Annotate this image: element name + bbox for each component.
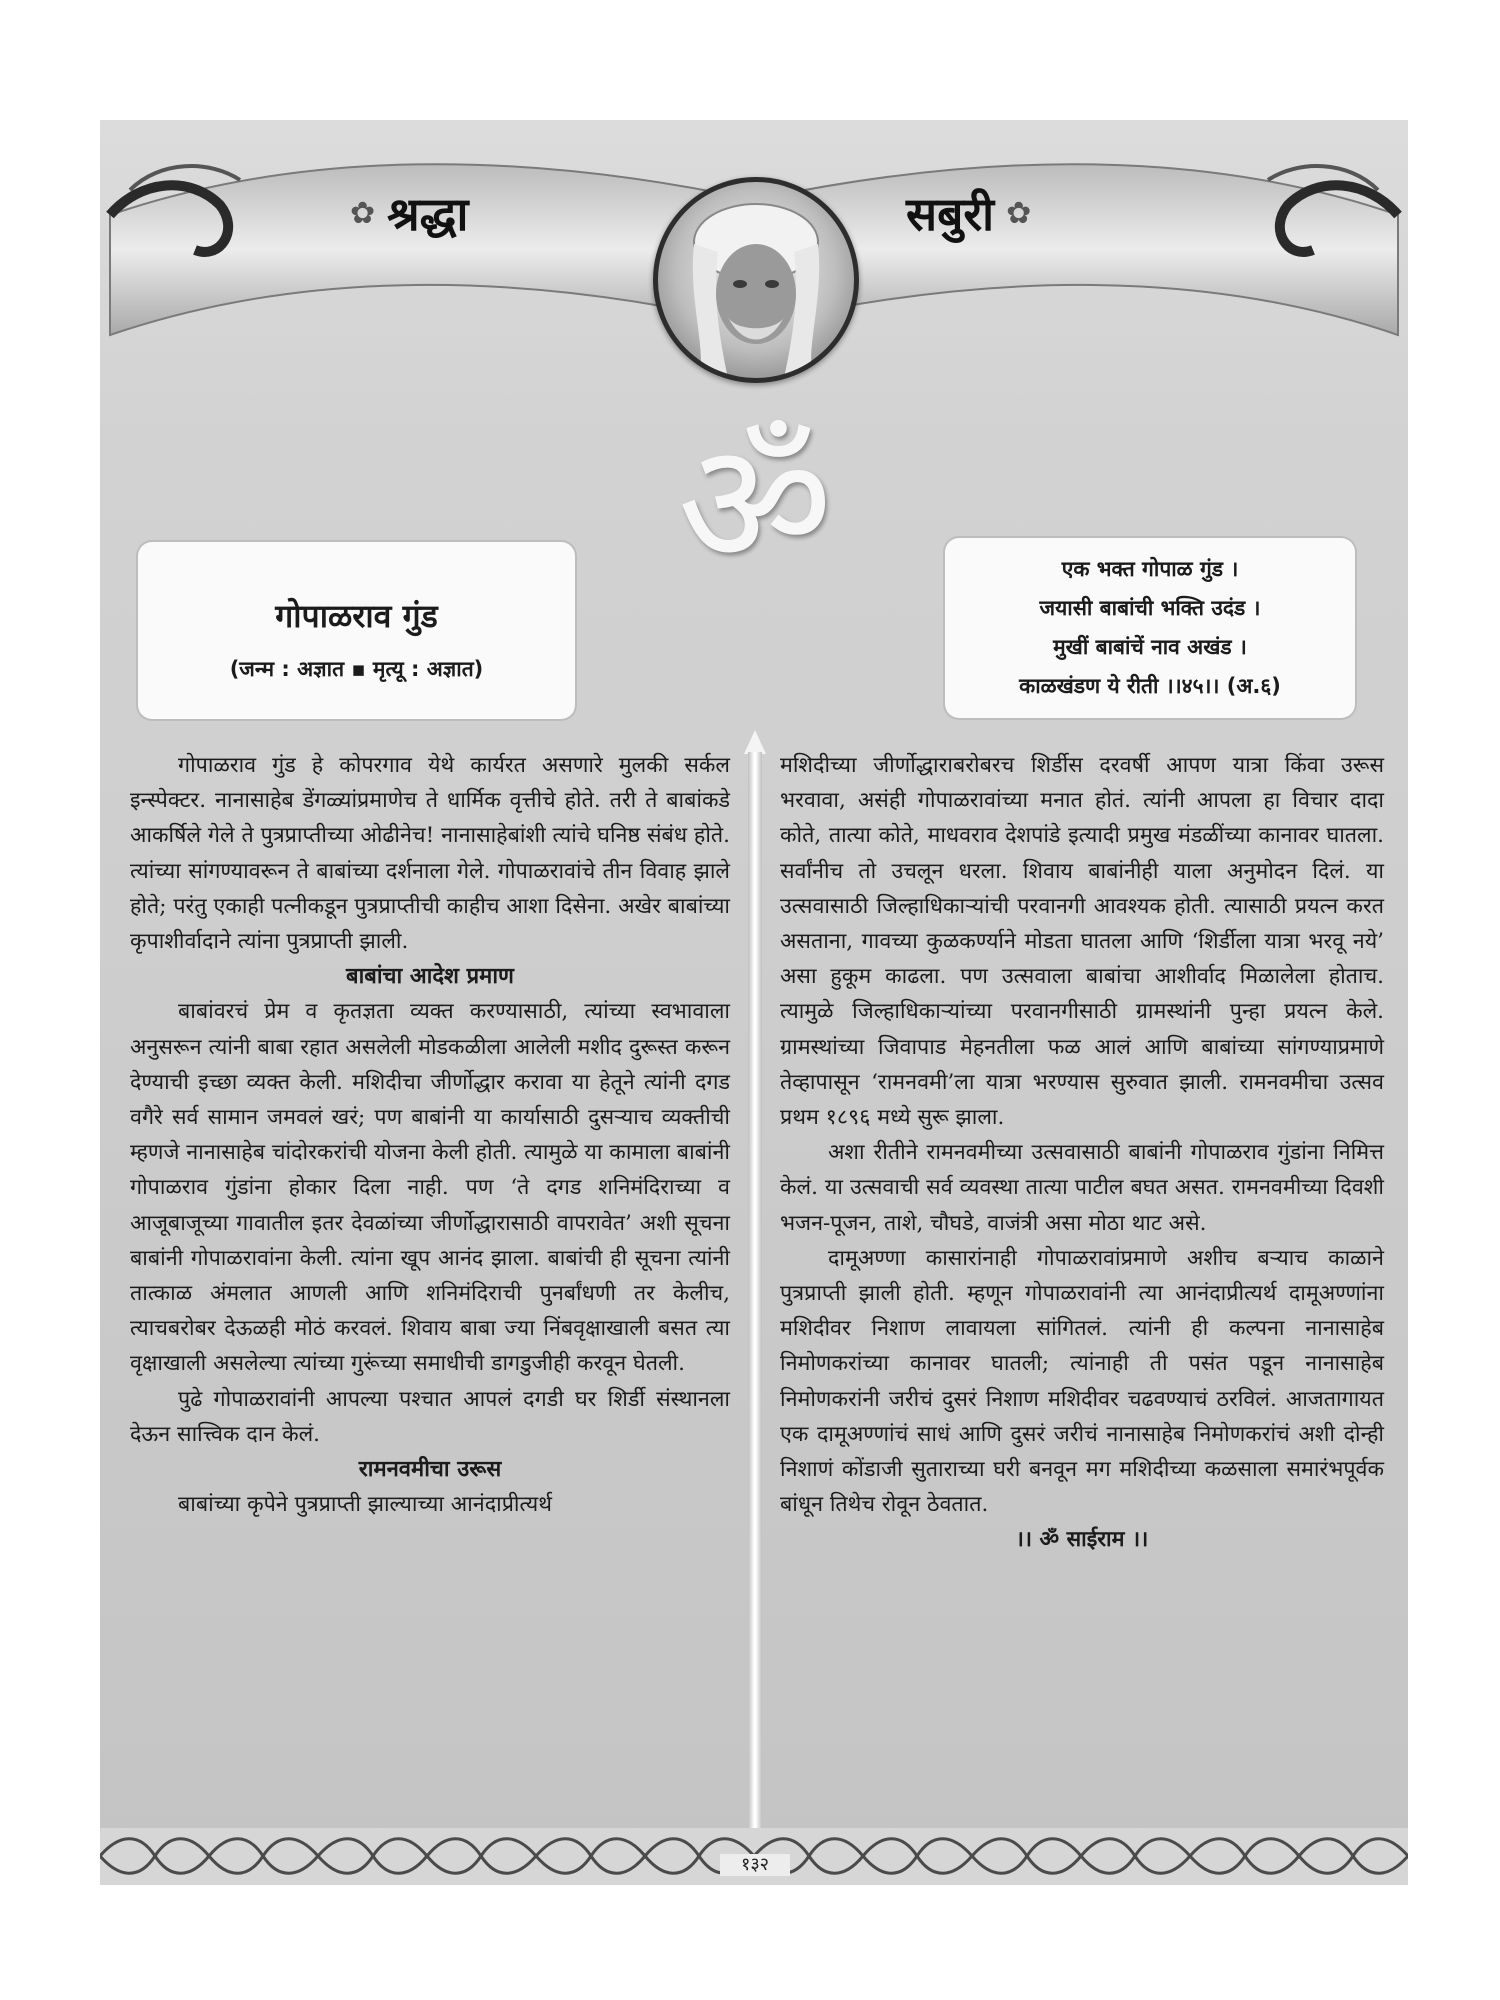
title-box bbox=[138, 542, 575, 719]
paragraph: बाबांच्या कृपेने पुत्रप्राप्ती झाल्याच्या आनंदाप्रीत्यर्थ bbox=[178, 1492, 552, 1518]
saint-portrait-icon bbox=[653, 177, 859, 383]
om-symbol: ॐ bbox=[677, 406, 833, 604]
saburi-text: सबुरी bbox=[906, 187, 995, 241]
flower-icon: ✿ bbox=[1006, 195, 1032, 231]
verse-line: जयासी बाबांची भक्ति उदंड । bbox=[1039, 596, 1261, 620]
paragraph: दामूअण्णा कासारांनाही गोपाळरावांप्रमाणे अशीच बऱ्याच काळाने पुत्रप्राप्ती झाली होती. म्हणून गोपाळरावांनी त्या आनंदाप्रीत्यर्थ दामूअण्णांना मशिदीवर निशाण लावायला सांगितलं. त्यांनी ही कल्पना नानासाहेब निमोणकरांच्या कानावर घातली; त्यांनाही ती पसंत पडून नानासाहेब निमोणकरांनी जरीचं दुसरं निशाण मशिदीवर चढवण्याचं ठरविलं. आजतागायत एक दामूअण्णांचं साधं आणि दुसरं जरीचं नानासाहेब निमोणकरांचं अशी दोन्ही निशाणं कोंडाजी सुताराच्या घरी बनवून मग मशिदीच्या कळसाला समारंभपूर्वक बांधून तिथेच रोवून ठेवतात. bbox=[780, 1245, 1384, 1518]
column-divider bbox=[748, 752, 762, 1885]
section-heading: रामनवमीचा उरूस bbox=[358, 1457, 502, 1483]
verse-line: एक भक्त गोपाळ गुंड । bbox=[1061, 557, 1239, 581]
shraddha-wordmark bbox=[350, 182, 468, 244]
paragraph: मशिदीच्या जीर्णोद्धाराबरोबरच शिर्डीस दरवर्षी आपण यात्रा किंवा उरूस भरवावा, असंही गोपाळरावांच्या मनात होतं. त्यांनी आपला हा विचार दादा कोते, तात्या कोते, माधवराव देशपांडे इत्यादी प्रमुख मंडळींच्या कानावर घातला. सर्वांनीच तो उचलून धरला. शिवाय बाबांनीही याला अनुमोदन दिलं. या उत्सवासाठी जिल्हाधिकाऱ्यांची परवानगी आवश्यक होती. त्यासाठी प्रयत्न करत असताना, गावच्या कुळकर्ण्याने मोडता घातला आणि ‘शिर्डीला यात्रा भरवू नये’ असा हुकूम काढला. पण उत्सवाला बाबांचा आशीर्वाद मिळालेला होताच. त्यामुळे जिल्हाधिकाऱ्यांच्या परवानगीसाठी ग्रामस्थांनी पुन्हा प्रयत्न केले. ग्रामस्थांच्या जिवापाड मेहनतीला फळ आलं आणि बाबांच्या सांगण्याप्रमाणे तेव्हापासून ‘रामनवमी’ला यात्रा भरण्यास सुरुवात झाली. रामनवमीचा उत्सव प्रथम १८९६ मध्ये सुरू झाला. bbox=[780, 753, 1384, 1131]
verse-line: मुखीं बाबांचें नाव अखंड । bbox=[1053, 635, 1247, 659]
right-column bbox=[780, 748, 1384, 1558]
article-title: गोपाळराव गुंड bbox=[275, 597, 438, 635]
page-number: १३२ bbox=[720, 1854, 790, 1876]
paragraph: अशा रीतीने रामनवमीच्या उत्सवासाठी बाबांनी गोपाळराव गुंडांना निमित्त केलं. या उत्सवाची सर्व व्यवस्था तात्या पाटील बघत असत. रामनवमीच्या दिवशी भजन-पूजन, ताशे, चौघडे, वाजंत्री असा मोठा थाट असे. bbox=[780, 1140, 1384, 1236]
left-column bbox=[130, 748, 730, 1522]
birth-death-dates: (जन्म : अज्ञात ▪ मृत्यू : अज्ञात) bbox=[229, 657, 484, 681]
magazine-page bbox=[100, 120, 1408, 1885]
verse-box bbox=[945, 538, 1355, 718]
closing-line: ।। ॐ साईराम ।। bbox=[1015, 1527, 1149, 1553]
paragraph: बाबांवरचं प्रेम व कृतज्ञता व्यक्त करण्यासाठी, त्यांच्या स्वभावाला अनुसरून त्यांनी बाबा रहात असलेली मोडकळीला आलेली मशीद दुरूस्त करून देण्याची इच्छा व्यक्त केली. मशिदीचा जीर्णोद्धार करावा या हेतूने त्यांनी दगड वगैरे सर्व सामान जमवलं खरं; पण बाबांनी या कार्यासाठी दुसऱ्याच व्यक्तीची म्हणजे नानासाहेब चांदोरकरांची योजना केली होती. त्यामुळे या कामाला बाबांनी गोपाळराव गुंडांना होकार दिला नाही. पण ‘ते दगड शनिमंदिराच्या व आजूबाजूच्या गावातील इतर देवळांच्या जीर्णोद्धारासाठी वापरावेत’ अशी सूचना बाबांनी गोपाळरावांना केली. त्यांना खूप आनंद झाला. बाबांची ही सूचना त्यांनी तात्काळ अंमलात आणली आणि शनिमंदिराची पुनर्बांधणी तर केलीच, त्याचबरोबर देऊळही मोठं करवलं. शिवाय बाबा ज्या निंबवृक्षाखाली बसत त्या वृक्षाखाली असलेल्या त्यांच्या गुरूंच्या समाधीची डागडुजीही करवून घेतली. bbox=[130, 999, 730, 1377]
flower-icon: ✿ bbox=[350, 195, 376, 231]
paragraph: गोपाळराव गुंड हे कोपरगाव येथे कार्यरत असणारे मुलकी सर्कल इन्स्पेक्टर. नानासाहेब डेंगळ्यांप्रमाणेच ते धार्मिक वृत्तीचे होते. तरी ते बाबांकडे आकर्षिले गेले ते पुत्रप्राप्तीच्या ओढीनेच! नानासाहेबांशी त्यांचे घनिष्ठ संबंध होते. त्यांच्या सांगण्यावरून ते बाबांच्या दर्शनाला गेले. गोपाळरावांचे तीन विवाह झाले होते; परंतु एकाही पत्नीकडून पुत्रप्राप्तीची काहीच आशा दिसेना. अखेर बाबांच्या कृपाशीर्वादाने त्यांना पुत्रप्राप्ती झाली. bbox=[130, 753, 730, 955]
section-heading: बाबांचा आदेश प्रमाण bbox=[346, 964, 514, 990]
saburi-wordmark bbox=[906, 182, 1031, 244]
paragraph: पुढे गोपाळरावांनी आपल्या पश्चात आपलं दगडी घर शिर्डी संस्थानला देऊन सात्त्विक दान केलं. bbox=[130, 1386, 730, 1447]
verse-line: काळखंडण ये रीती ।।४५।। (अ.६) bbox=[1019, 674, 1281, 698]
shraddha-text: श्रद्धा bbox=[387, 187, 469, 241]
divider-tip bbox=[744, 730, 766, 754]
